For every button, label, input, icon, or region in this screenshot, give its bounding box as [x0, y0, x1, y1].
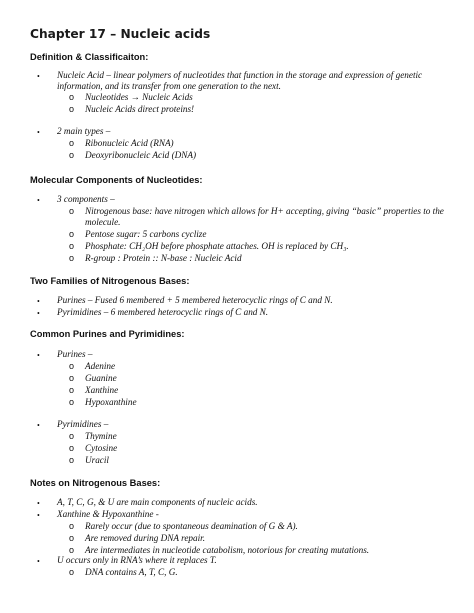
sub-bullet: o [69, 431, 75, 441]
sub-bullet: o [69, 253, 75, 263]
list-item: Nucleic Acid – linear polymers of nucleotides that function in the storage and expression of genetic information, and its transfer from one generation to the next. [57, 70, 423, 91]
list-item: DNA contains A, T, C, G. [85, 567, 178, 577]
sub-bullet: o [69, 104, 75, 114]
sub-bullet: o [69, 206, 75, 216]
section-heading-families: Two Families of Nitrogenous Bases: [30, 276, 190, 286]
list-item: Purines – Fused 6 membered + 5 membered heterocyclic rings of C and N. [57, 295, 333, 305]
sub-bullet: o [69, 397, 75, 407]
list-item: Pentose sugar: 5 carbons cyclize [85, 229, 207, 239]
sub-bullet: o [69, 150, 75, 160]
section-heading-definition: Definition & Classificaiton: [30, 52, 149, 62]
list-item: Nucleic Acids direct proteins! [85, 104, 195, 114]
list-item: Hypoxanthine [85, 397, 137, 407]
list-item: U occurs only in RNA’s where it replaces T. [57, 555, 217, 565]
list-item: Xanthine & Hypoxanthine - [57, 509, 159, 519]
bullet: • [37, 196, 40, 205]
section-heading-components: Molecular Components of Nucleotides: [30, 175, 203, 185]
section-heading-notes: Notes on Nitrogenous Bases: [30, 478, 161, 488]
list-item: Thymine [85, 431, 117, 441]
list-item: Adenine [85, 361, 116, 371]
list-item: Xanthine [85, 385, 119, 395]
bullet: • [37, 72, 40, 81]
list-item: A, T, C, G, & U are main components of nucleic acids. [57, 497, 258, 507]
bullet: • [37, 421, 40, 430]
sub-bullet: o [69, 361, 75, 371]
list-item: Pyrimidines – [57, 419, 109, 429]
sub-bullet: o [69, 241, 75, 251]
sub-bullet: o [69, 138, 75, 148]
list-item: Are removed during DNA repair. [85, 533, 206, 543]
section-heading-common: Common Purines and Pyrimidines: [30, 329, 185, 339]
bullet: • [37, 297, 40, 306]
sub-bullet: o [69, 567, 75, 577]
sub-bullet: o [69, 533, 75, 543]
list-item: R-group : Protein :: N-base : Nucleic Acid [85, 253, 242, 263]
sub-bullet: o [69, 92, 75, 102]
list-item: Are intermediates in nucleotide catabolism, notorious for creating mutations. [85, 545, 370, 555]
list-item: Cytosine [85, 443, 118, 453]
bullet: • [37, 511, 40, 520]
sub-bullet: o [69, 385, 75, 395]
list-item: Rarely occur (due to spontaneous deamination of G & A). [85, 521, 298, 531]
list-item: Ribonucleic Acid (RNA) [85, 138, 174, 148]
list-item: Pyrimidines – 6 membered heterocyclic rings of C and N. [57, 307, 269, 317]
list-item: Purines – [57, 349, 93, 359]
bullet: • [37, 128, 40, 137]
bullet: • [37, 309, 40, 318]
list-item: Guanine [85, 373, 117, 383]
sub-bullet: o [69, 521, 75, 531]
sub-bullet: o [69, 455, 75, 465]
sub-bullet: o [69, 373, 75, 383]
list-item: Nucleotides → Nucleic Acids [85, 92, 193, 102]
sub-bullet: o [69, 229, 75, 239]
list-item: 2 main types – [57, 126, 111, 136]
bullet: • [37, 557, 40, 566]
list-item: Nitrogenous base: have nitrogen which allows for H+ accepting, giving “basic” properties to the molecule. [85, 206, 444, 227]
sub-bullet: o [69, 443, 75, 453]
list-item: Deoxyribonucleic Acid (DNA) [85, 150, 197, 160]
page-title: Chapter 17 – Nucleic acids [30, 27, 211, 41]
list-item: 3 components – [57, 194, 115, 204]
list-item: Phosphate: CH₂OH before phosphate attaches. OH is replaced by CH₃. [85, 241, 349, 251]
bullet: • [37, 499, 40, 508]
bullet: • [37, 351, 40, 360]
list-item: Uracil [85, 455, 109, 465]
sub-bullet: o [69, 545, 75, 555]
